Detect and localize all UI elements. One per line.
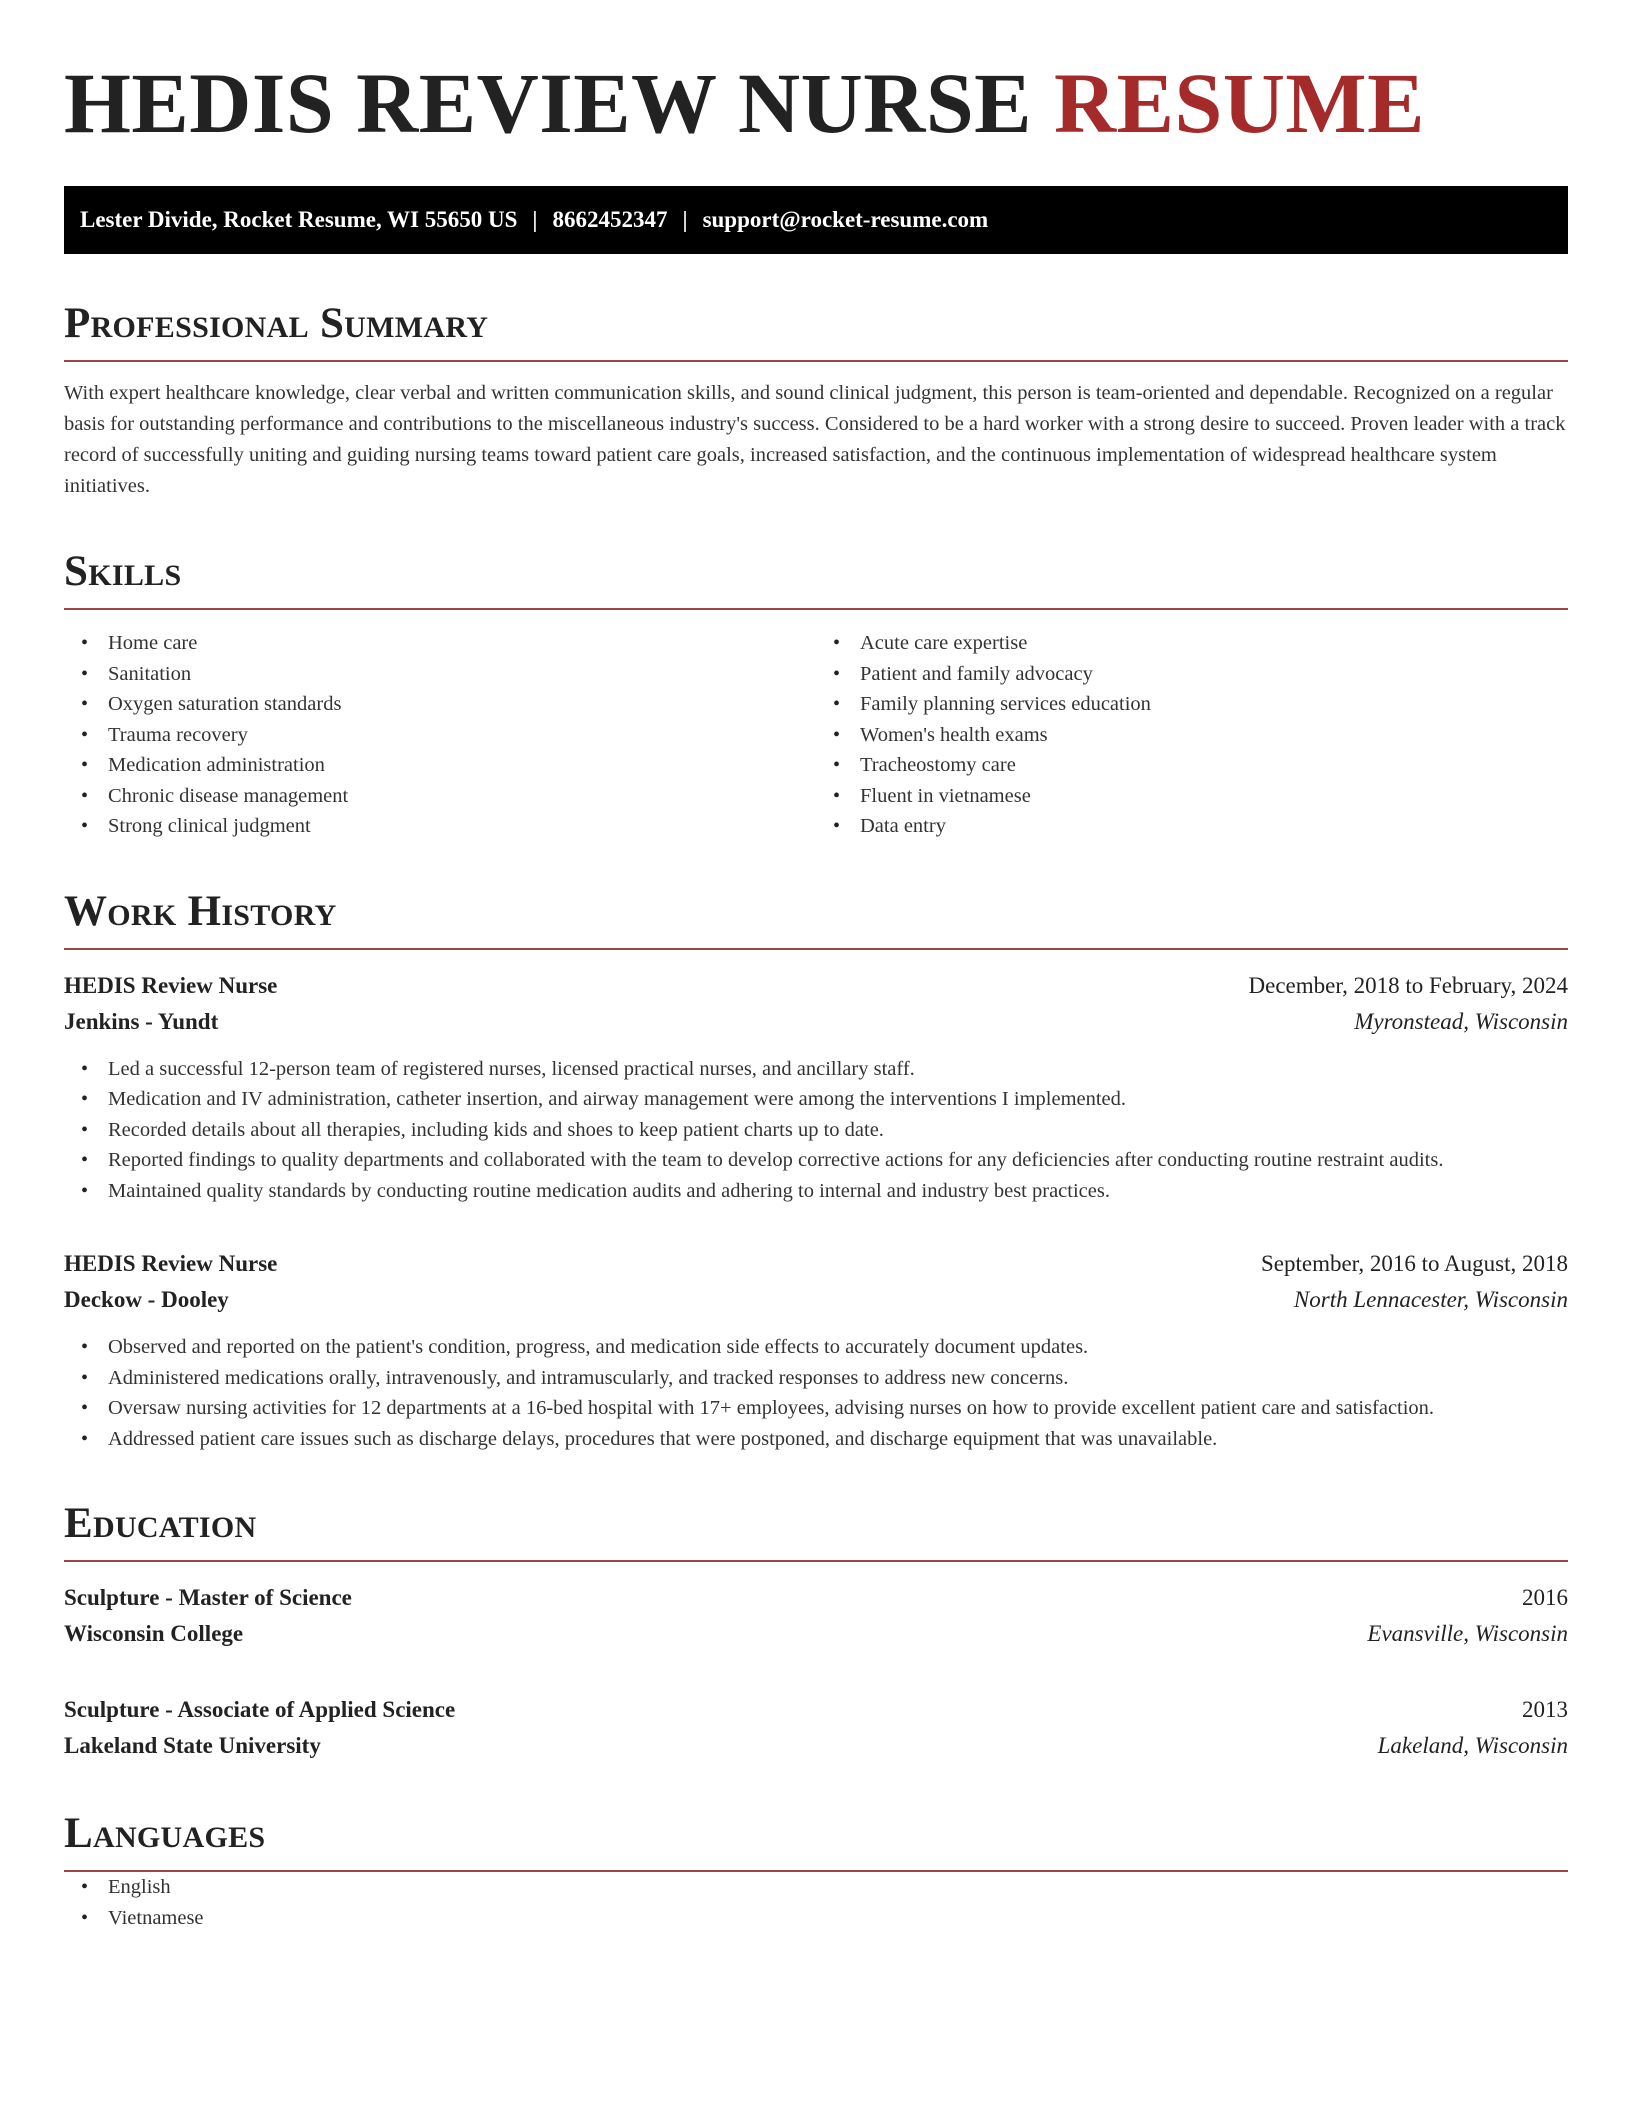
education-entry	[64, 1580, 1568, 1652]
job-bullet: • Administered medications orally, intravenously, and intramuscularly, and tracked responses to address new concerns.	[64, 1363, 1568, 1394]
title-main: HEDIS REVIEW NURSE	[64, 55, 1033, 151]
job-bullets	[64, 1332, 1568, 1454]
education-school: Lakeland State University	[64, 1733, 321, 1758]
contact-address: Lester Divide, Rocket Resume, WI 55650 US	[80, 207, 518, 232]
skill-item: • Sanitation	[64, 659, 816, 690]
contact-phone[interactable]: 8662452347	[552, 207, 668, 232]
job-bullet: • Addressed patient care issues such as discharge delays, procedures that were postponed, and discharge equipment that was unavailable.	[64, 1424, 1568, 1455]
job-entry	[64, 968, 1568, 1207]
education-degree: Sculpture - Associate of Applied Science	[64, 1697, 456, 1722]
section-divider	[64, 1560, 1568, 1562]
education-location: Evansville, Wisconsin	[1367, 1621, 1568, 1646]
section-divider	[64, 360, 1568, 362]
job-bullet: • Maintained quality standards by conducting routine medication audits and adhering to internal and industry best practices.	[64, 1176, 1568, 1207]
section-heading: Languages	[64, 1810, 266, 1857]
skills-section	[64, 546, 1568, 842]
education-entry	[64, 1692, 1568, 1764]
contact-separator: |	[682, 207, 688, 232]
skills-list-right	[816, 628, 1568, 842]
job-dates: September, 2016 to August, 2018	[1260, 1251, 1568, 1276]
summary-text: With expert healthcare knowledge, clear verbal and written communication skills, and sound clinical judgment, this person is team-oriented and dependable. Recognized on a regular basis for outstanding performance and contributions to the miscellaneous industry's success. Considered to be a hard worker with a strong desire to succeed. Proven leader with a track record of successfully uniting and guiding nursing teams toward patient care goals, increased satisfaction, and the continuous implementation of widespread healthcare system initiatives.	[64, 382, 1566, 497]
skill-item: • Acute care expertise	[816, 628, 1568, 659]
skill-item: • Women's health exams	[816, 720, 1568, 751]
education-year: 2013	[1522, 1697, 1568, 1722]
section-divider	[64, 608, 1568, 610]
job-company-row	[64, 1282, 1568, 1318]
contact-bar	[64, 186, 1568, 254]
resume-title	[64, 56, 1568, 150]
summary-section	[64, 298, 1568, 502]
education-school-row	[64, 1616, 1568, 1652]
skill-item: • Trauma recovery	[64, 720, 816, 751]
job-header-row	[64, 968, 1568, 1004]
job-title: HEDIS Review Nurse	[64, 972, 278, 998]
job-title: HEDIS Review Nurse	[64, 1251, 278, 1276]
skill-item: • Oxygen saturation standards	[64, 689, 816, 720]
job-company: Deckow - Dooley	[64, 1287, 229, 1312]
skill-item: • Home care	[64, 628, 816, 659]
job-company: Jenkins - Yundt	[64, 1008, 219, 1034]
job-bullet: • Medication and IV administration, catheter insertion, and airway management were among the interventions I implemented.	[64, 1084, 1568, 1115]
work-history-section	[64, 886, 1568, 1455]
education-school-row	[64, 1728, 1568, 1764]
contact-email[interactable]: support@rocket-resume.com	[702, 207, 989, 232]
language-item: • English	[64, 1872, 1568, 1903]
skill-item: • Fluent in vietnamese	[816, 781, 1568, 812]
language-item: • Vietnamese	[64, 1903, 1568, 1934]
skill-item: • Tracheostomy care	[816, 750, 1568, 781]
education-location: Lakeland, Wisconsin	[1377, 1733, 1568, 1758]
contact-separator: |	[532, 207, 538, 232]
section-heading: Skills	[64, 548, 182, 595]
skills-list-left	[64, 628, 816, 842]
education-section	[64, 1498, 1568, 1764]
education-degree: Sculpture - Master of Science	[64, 1585, 352, 1610]
job-bullet: • Observed and reported on the patient's condition, progress, and medication side effects to accurately document updates.	[64, 1332, 1568, 1363]
skill-item: • Chronic disease management	[64, 781, 816, 812]
skill-item: • Data entry	[816, 811, 1568, 842]
job-bullets	[64, 1054, 1568, 1207]
section-divider	[64, 948, 1568, 950]
job-bullet: • Oversaw nursing activities for 12 departments at a 16-bed hospital with 17+ employees, advising nurses on how to provide excellent patient care and satisfaction.	[64, 1393, 1568, 1424]
languages-list	[64, 1872, 1568, 1933]
education-school: Wisconsin College	[64, 1621, 244, 1646]
section-heading: Professional Summary	[64, 300, 489, 347]
title-accent: RESUME	[1054, 55, 1425, 151]
job-location: North Lennacester, Wisconsin	[1293, 1287, 1568, 1312]
job-location: Myronstead, Wisconsin	[1354, 1008, 1568, 1034]
skill-item: • Medication administration	[64, 750, 816, 781]
section-heading: Work History	[64, 887, 337, 935]
skill-item: • Strong clinical judgment	[64, 811, 816, 842]
skill-item: • Patient and family advocacy	[816, 659, 1568, 690]
job-header-row	[64, 1246, 1568, 1282]
job-bullet: • Reported findings to quality departments and collaborated with the team to develop corrective actions for any deficiencies after conducting routine restraint audits.	[64, 1145, 1568, 1176]
skills-columns	[64, 628, 1568, 842]
section-heading: Education	[64, 1500, 257, 1547]
job-bullet: • Led a successful 12-person team of registered nurses, licensed practical nurses, and ancillary staff.	[64, 1054, 1568, 1085]
education-year: 2016	[1522, 1585, 1568, 1610]
education-degree-row	[64, 1580, 1568, 1616]
job-dates: December, 2018 to February, 2024	[1248, 972, 1568, 998]
languages-section	[64, 1808, 1568, 1933]
job-company-row	[64, 1004, 1568, 1040]
skill-item: • Family planning services education	[816, 689, 1568, 720]
education-degree-row	[64, 1692, 1568, 1728]
job-entry	[64, 1246, 1568, 1454]
job-bullet: • Recorded details about all therapies, including kids and shoes to keep patient charts up to date.	[64, 1115, 1568, 1146]
